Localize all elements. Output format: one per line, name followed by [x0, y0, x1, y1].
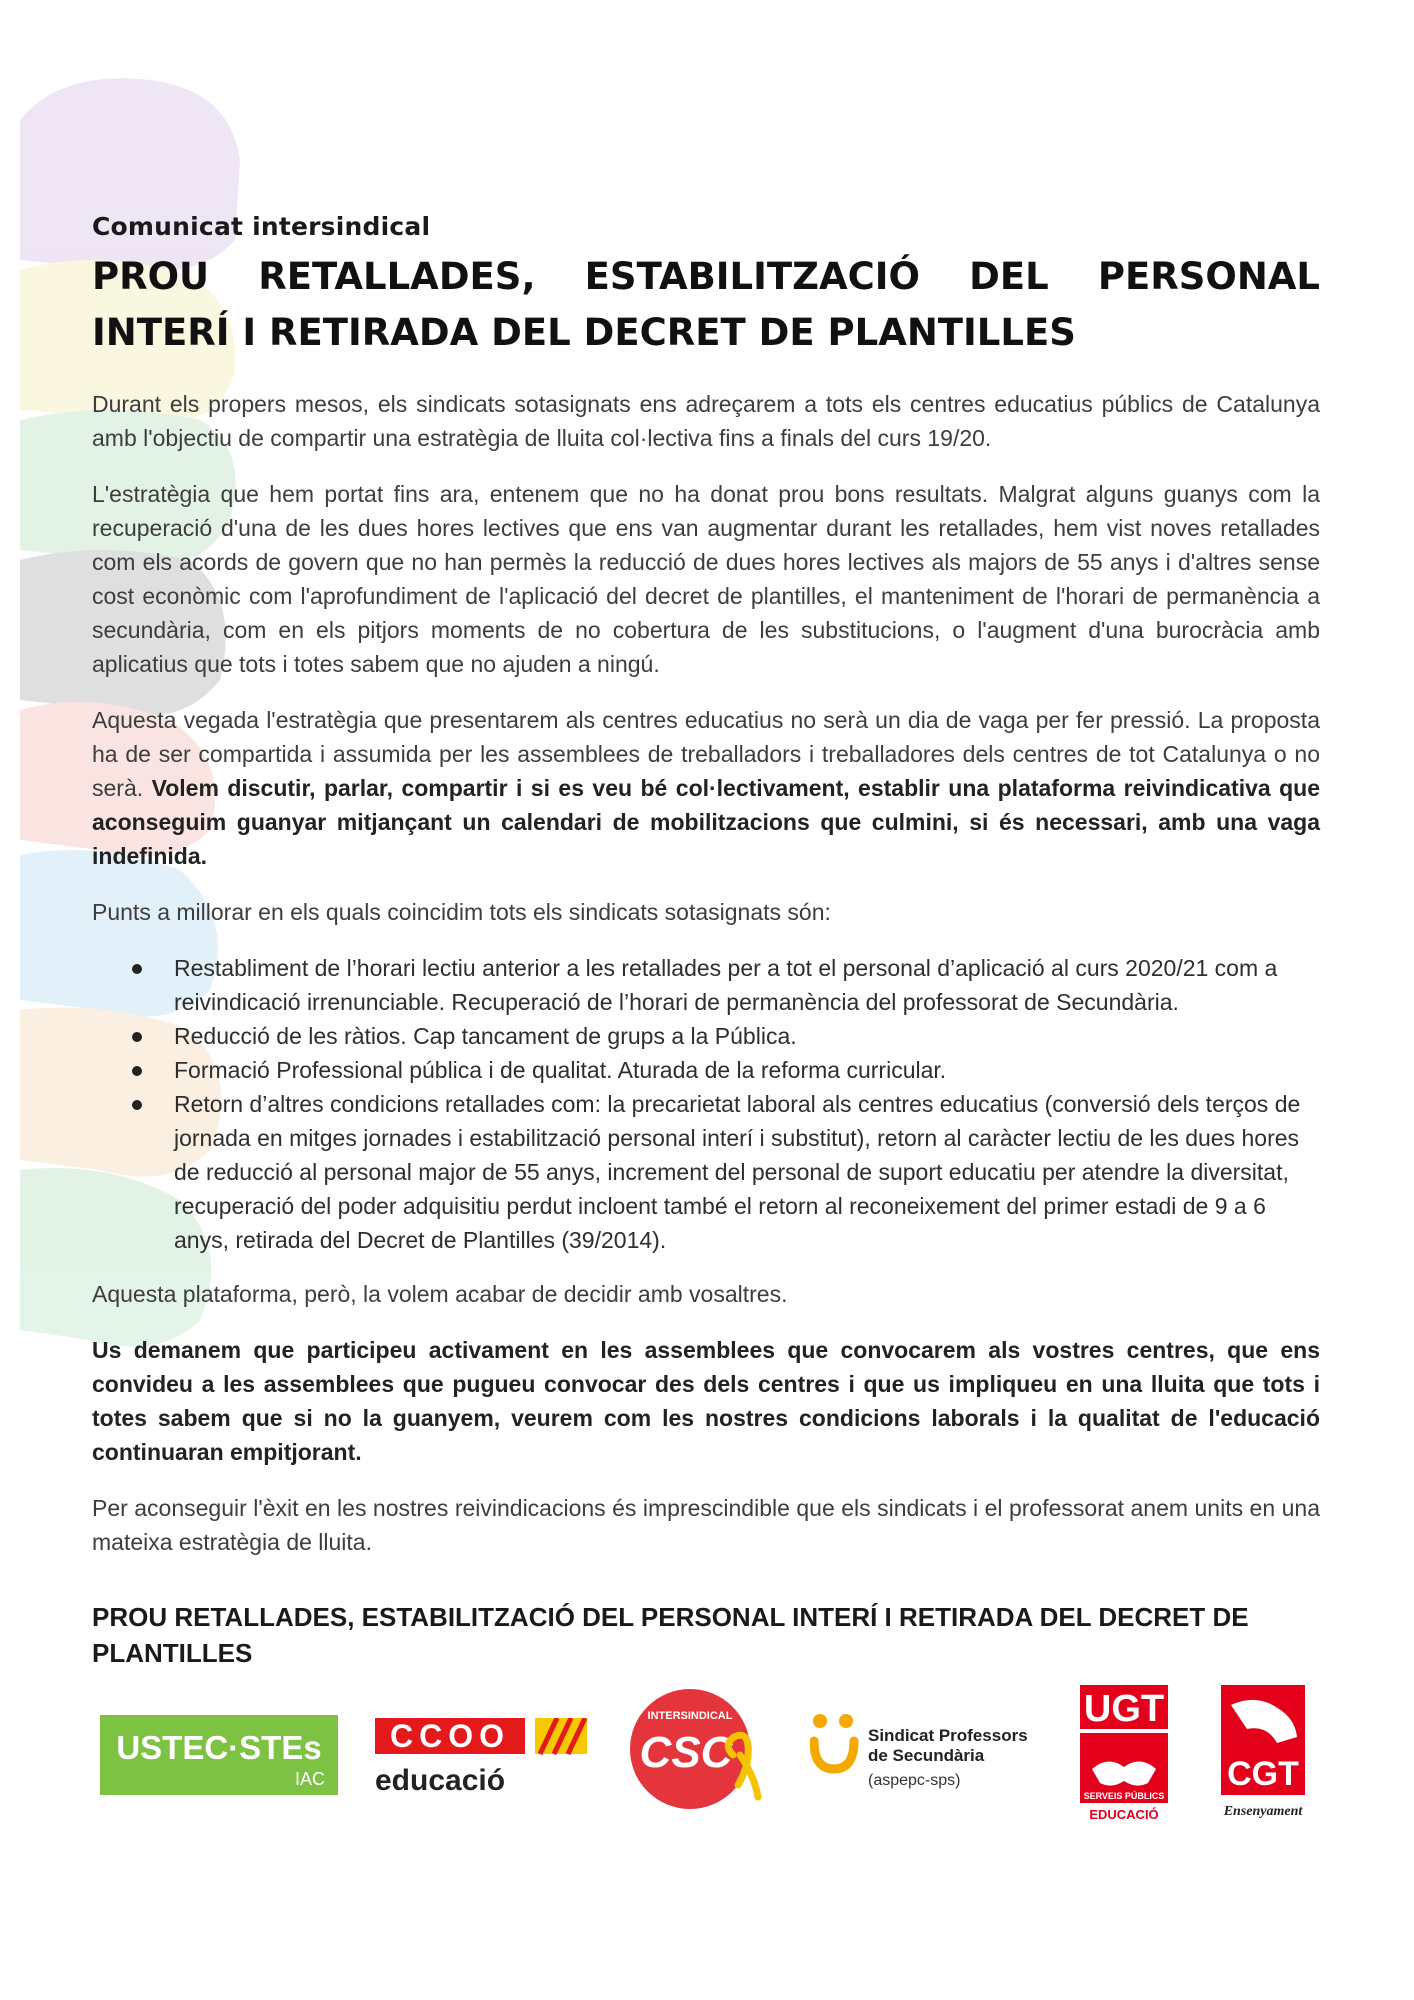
paragraph-proposal-text: Aquesta vegada l'estratègia que presentarem als centres educatius no serà un dia de vaga per fer pressió. La proposta ha de ser compartida i assumida per les assemblees de treballadors i treballadores dels centres de tot Catalunya o no serà.	[92, 707, 1320, 801]
list-item: Retorn d’altres condicions retallades com: la precarietat laboral als centres educatius (conversió dels terços de jornada en mitges jornades i estabilització personal interí i substitut), retorn al caràcter lectiu de les dues hores de reducció al personal major de 55 anys, increment del personal de suport educatiu per atendre la diversitat, recuperació del poder adquisitiu perdut incloent també el retorn al reconeixement del primer estadi de 9 a 6 anys, retirada del Decret de Plantilles (39/2014).	[174, 1087, 1320, 1257]
paragraph-unity: Per aconseguir l'èxit en les nostres reivindicacions és imprescindible que els sindicats i el professorat anem units en una mateixa estratègia de lluita.	[92, 1495, 1320, 1555]
paragraph-points-intro: Punts a millorar en els quals coincidim tots els sindicats sotasignats són:	[92, 899, 831, 925]
union-logos	[100, 1685, 1320, 1835]
demands-list	[92, 951, 1320, 1257]
cgt-logo-text: CGT	[1227, 1755, 1299, 1793]
senyera-flag-icon	[535, 1718, 587, 1754]
list-item: Formació Professional pública i de qualitat. Aturada de la reforma curricular.	[174, 1053, 1320, 1087]
ustec-logo-sub: IAC	[294, 1769, 326, 1789]
intersindical-csc-logo	[628, 1685, 778, 1815]
paragraph-intro: Durant els propers mesos, els sindicats sotasignats ens adreçarem a tots els centres educatius públics de Catalunya amb l'objectiu de compartir una estratègia de lluita col·lectiva fins a finals del curs 19/20.	[92, 391, 1320, 451]
ugt-logo-bottom: EDUCACIÓ	[1089, 1807, 1159, 1822]
list-item: Restabliment de l’horari lectiu anterior a les retallades per a tot el personal d’aplicació al curs 2020/21 com a reivindicació irrenunciable. Recuperació de l’horari de permanència del professorat de Secundària.	[174, 951, 1320, 1019]
ugt-logo-text: UGT	[1083, 1688, 1165, 1730]
csc-logo-text: CSC	[639, 1728, 733, 1777]
document-title: PROU RETALLADES, ESTABILITZACIÓ DEL PERSONAL INTERÍ I RETIRADA DEL DECRET DE PLANTILLES	[92, 255, 1320, 354]
cgt-logo-sub: Ensenyament	[1223, 1804, 1303, 1819]
ugt-logo	[1078, 1685, 1178, 1825]
aspepc-line1: Sindicat Professors	[868, 1726, 1028, 1745]
closing-slogan: PROU RETALLADES, ESTABILITZACIÓ DEL PERSONAL INTERÍ I RETIRADA DEL DECRET DE PLANTILLES	[92, 1602, 1249, 1668]
paragraph-proposal	[92, 703, 1320, 873]
ccoo-educacio-logo	[375, 1718, 590, 1798]
document-body	[92, 212, 1320, 1671]
ccoo-logo-sub: educació	[375, 1764, 506, 1797]
list-item: Reducció de les ràtios. Cap tancament de grups a la Pública.	[174, 1019, 1320, 1053]
ccoo-logo-text: CCOO	[390, 1718, 510, 1754]
paragraph-proposal-emphasis: Volem discutir, parlar, compartir i si es veu bé col·lectivament, establir una plataforma reivindicativa que aconseguim guanyar mitjançant un calendari de mobilitzacions que culmini, si és necessari, amb una vaga indefinida.	[92, 775, 1320, 869]
paragraph-call-to-action: Us demanem que participeu activament en les assemblees que convocarem als vostres centres, que ens convideu a les assemblees que pugueu convocar des dels centres i que us impliqueu en una lluita que tots i totes sabem que si no la guanyem, veurem com les nostres condicions laborals i la qualitat de l'educació continuaran empitjorant.	[92, 1337, 1320, 1465]
csc-logo-top: INTERSINDICAL	[647, 1710, 733, 1722]
paragraph-strategy: L'estratègia que hem portat fins ara, entenem que no ha donat prou bons resultats. Malgrat alguns guanys com la recuperació d'una de les dues hores lectives que ens van augmentar durant les retallades, hem vist noves retallades com els acords de govern que no han permès la reducció de dues hores lectives als majors de 55 anys i d'altres sense cost econòmic com l'aprofundiment de l'aplicació del decret de plantilles, el manteniment de l'horari de permanència a secundària, com en els pitjors moments de no cobertura de les substitucions, o l'augment d'una burocràcia amb aplicatius que tots i totes sabem que no ajuden a ningú.	[92, 481, 1320, 677]
ustec-logo-text: USTEC·STEs	[116, 1729, 322, 1766]
ugt-logo-arc: SERVEIS PÚBLICS	[1083, 1791, 1165, 1801]
document-kicker: Comunicat intersindical	[92, 212, 431, 241]
ustec-stes-logo	[100, 1715, 338, 1795]
aspepc-sps-logo	[810, 1711, 1050, 1801]
aspepc-line3: (aspepc-sps)	[868, 1772, 961, 1789]
cgt-ensenyament-logo	[1217, 1685, 1317, 1825]
aspepc-line2: de Secundària	[868, 1746, 985, 1765]
paragraph-platform: Aquesta plataforma, però, la volem acabar de decidir amb vosaltres.	[92, 1281, 788, 1307]
